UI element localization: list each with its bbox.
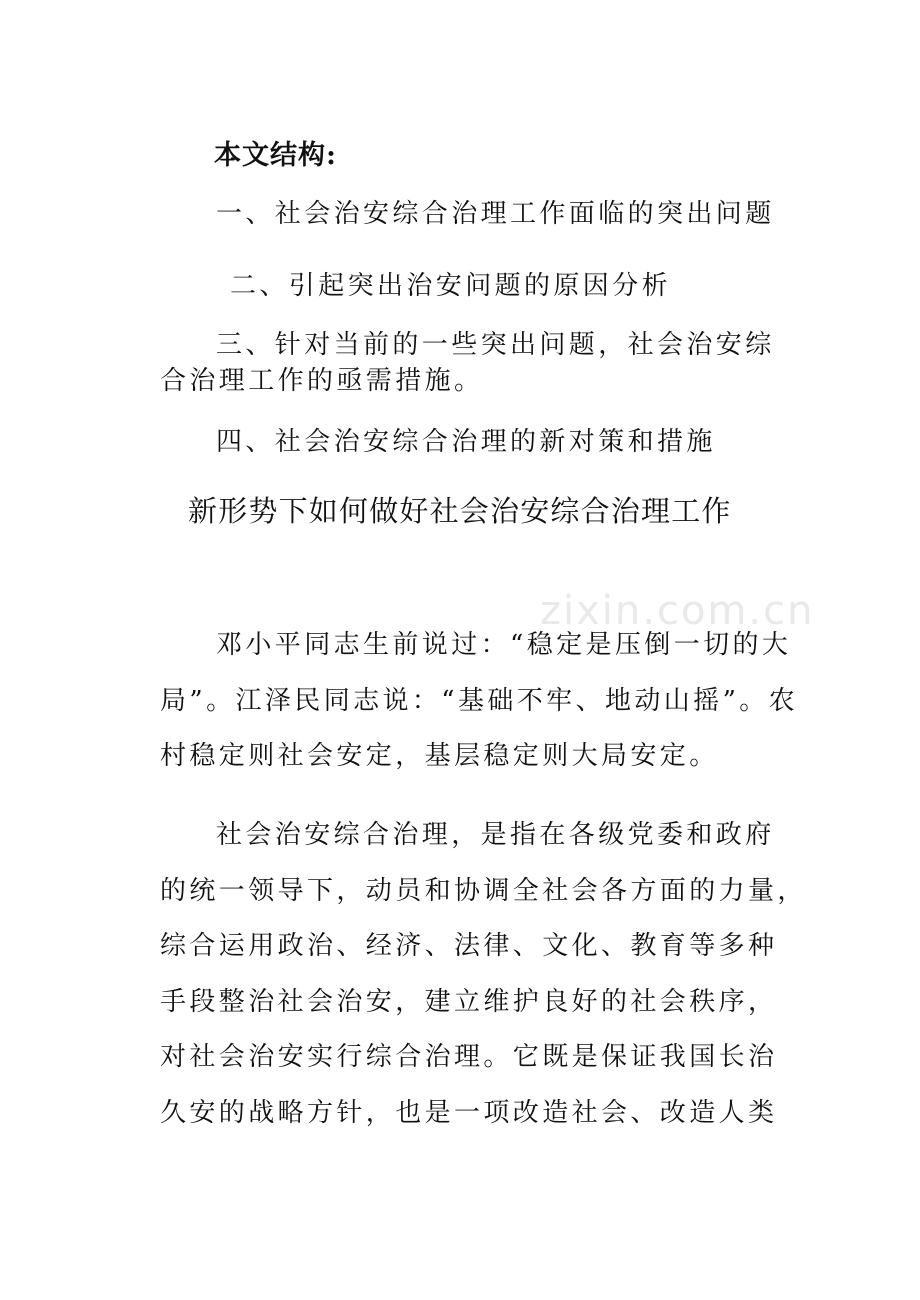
structure-item-1: 一、社会治安综合治理工作面临的突出问题 — [216, 199, 775, 229]
paragraph-2-line-2: 的统一领导下，动员和协调全社会各方面的力量， — [160, 876, 807, 906]
document-title: 新形势下如何做好社会治安综合治理工作 — [188, 494, 732, 528]
paragraph-2-line-3: 综合运用政治、经济、法律、文化、教育等多种 — [160, 931, 778, 961]
paragraph-2-line-4: 手段整治社会治安，建立维护良好的社会秩序， — [160, 987, 778, 1017]
paragraph-2-line-1: 社会治安综合治理，是指在各级党委和政府 — [216, 820, 775, 850]
watermark-text: zixin.com.cn — [540, 588, 815, 634]
structure-heading: 本文结构: — [214, 140, 337, 171]
paragraph-2-line-6: 久安的战略方针，也是一项改造社会、改造人类 — [160, 1098, 778, 1128]
paragraph-1-line-3: 村稳定则社会安定，基层稳定则大局安定。 — [160, 741, 719, 771]
paragraph-1-line-2: 局”。江泽民同志说：“基础不牢、地动山摇”。农 — [160, 686, 799, 716]
structure-item-3-continued: 合治理工作的亟需措施。 — [160, 366, 484, 396]
structure-item-2: 二、引起突出治安问题的原因分析 — [230, 271, 672, 301]
structure-item-4: 四、社会治安综合治理的新对策和措施 — [216, 427, 716, 457]
paragraph-1-line-1: 邓小平同志生前说过：“稳定是压倒一切的大 — [216, 630, 792, 660]
structure-item-3: 三、针对当前的一些突出问题，社会治安综 — [216, 330, 775, 360]
paragraph-2-line-5: 对社会治安实行综合治理。它既是保证我国长治 — [160, 1042, 778, 1072]
